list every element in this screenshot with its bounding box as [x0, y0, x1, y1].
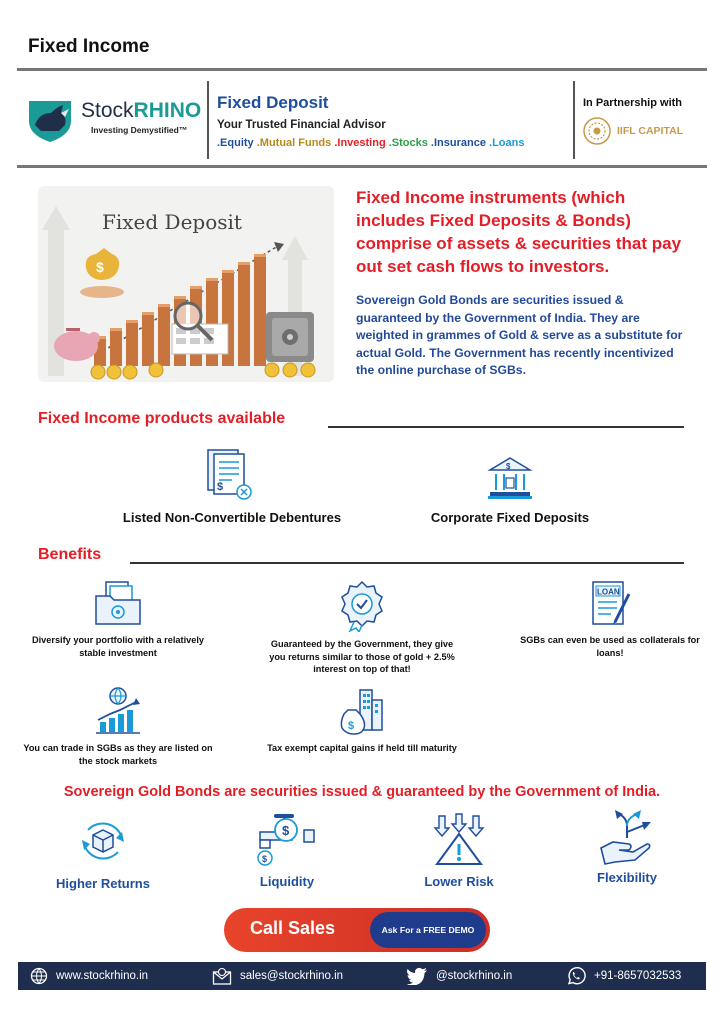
header-title: Fixed Deposit: [217, 93, 329, 112]
product-label: Listed Non-Convertible Debentures: [122, 510, 342, 525]
section-divider: [328, 426, 684, 428]
stockrhino-logo[interactable]: [25, 91, 205, 149]
document-icon: [202, 448, 262, 504]
service-links: [217, 137, 524, 149]
feature-higher-returns: [38, 816, 168, 891]
email-icon: [212, 967, 232, 985]
benefit-text: Tax exempt capital gains if held till maturity: [267, 743, 457, 753]
benefit-tax-exempt: [262, 686, 462, 755]
loan-icon: [585, 580, 635, 628]
feature-label: Liquidity: [259, 874, 315, 889]
sgb-banner: Sovereign Gold Bonds are securities issued & guaranteed by the Government of India.: [63, 784, 661, 800]
email-text: sales@stockrhino.in: [240, 970, 344, 982]
svg-text:$: $: [506, 462, 511, 471]
benefits-heading: Benefits: [38, 546, 102, 563]
link-investing[interactable]: .Investing: [331, 137, 386, 149]
link-stocks[interactable]: .Stocks: [385, 137, 428, 149]
benefit-text: SGBs can even be used as collaterals for loans!: [520, 635, 700, 658]
benefit-diversify: [18, 580, 218, 659]
badge-icon: [336, 580, 388, 632]
benefit-text: Guaranteed by the Government, they give you returns similar to those of gold + 2.5% interest on top of that!: [269, 639, 455, 674]
benefit-text: You can trade in SGBs as they are listed on the stock markets: [23, 743, 213, 766]
risk-icon: [431, 812, 487, 868]
feature-label: Flexibility: [597, 870, 657, 885]
footer-email[interactable]: [212, 962, 343, 990]
brand-name: StockRHINO: [81, 99, 202, 122]
footer-twitter[interactable]: [406, 962, 512, 990]
svg-text:$: $: [217, 481, 224, 493]
header-subtitle: Your Trusted Financial Advisor: [217, 119, 386, 131]
partner-name: IIFL CAPITAL: [617, 125, 684, 137]
product-ncd[interactable]: [98, 448, 366, 525]
svg-text:$: $: [282, 823, 290, 838]
feature-lower-risk: [394, 812, 524, 889]
brand-tagline: Investing Demystified™: [91, 125, 188, 135]
free-demo-button[interactable]: Ask For a FREE DEMO: [370, 912, 486, 948]
benefit-trade: [18, 686, 218, 767]
footer-website[interactable]: [30, 962, 148, 990]
contact-footer: [18, 962, 706, 990]
svg-text:LOAN: LOAN: [597, 587, 620, 597]
products-heading: Fixed Income products available: [38, 410, 286, 427]
link-mutual-funds[interactable]: .Mutual Funds: [253, 137, 332, 149]
intro-heading: Fixed Income instruments (which includes Fixed Deposits & Bonds) comprise of assets & securities that pay out set cash flows to investors.: [356, 188, 682, 276]
rhino-shield-icon: [25, 95, 75, 143]
website-text: www.stockrhino.in: [56, 970, 149, 982]
header-divider: [573, 81, 575, 159]
tap-icon: [256, 812, 318, 868]
folder-icon: [92, 580, 144, 628]
feature-label: Lower Risk: [424, 874, 494, 889]
page-title: Fixed Income: [28, 36, 150, 57]
globe-icon: [30, 967, 48, 985]
returns-icon: [78, 816, 128, 866]
call-sales-label: Call Sales: [250, 918, 336, 938]
iifl-emblem-icon: [583, 117, 611, 145]
intro-body: Sovereign Gold Bonds are securities issued & guaranteed by the Government of India. They are weighted in grammes of Gold & serve as a substitute for actual Gold. The Government has recently incentivized the online purchase of SGBs.: [356, 293, 683, 377]
whatsapp-icon: [566, 966, 586, 986]
partner-label: In Partnership with: [583, 97, 683, 109]
benefit-collateral: [510, 580, 710, 659]
link-loans[interactable]: .Loans: [485, 137, 525, 149]
twitter-icon: [406, 967, 428, 985]
svg-text:$: $: [96, 259, 104, 275]
feature-liquidity: [222, 812, 352, 889]
svg-text:$: $: [348, 720, 355, 732]
svg-text:$: $: [262, 854, 268, 864]
feature-flexibility: [562, 808, 692, 885]
benefit-guaranteed: [262, 580, 462, 676]
link-equity[interactable]: .Equity: [217, 137, 254, 149]
footer-phone[interactable]: [566, 962, 681, 990]
benefit-text: Diversify your portfolio with a relatively stable investment: [31, 635, 205, 658]
call-sales-button[interactable]: [224, 908, 490, 952]
phone-text: +91-8657032533: [594, 970, 682, 982]
tax-icon: [336, 686, 388, 736]
bank-icon: [486, 456, 534, 502]
illustration-title: Fixed Deposit: [102, 210, 242, 234]
feature-label: Higher Returns: [56, 876, 150, 891]
product-label: Corporate Fixed Deposits: [430, 510, 590, 525]
header-divider: [207, 81, 209, 159]
twitter-text: @stockrhino.in: [436, 970, 513, 982]
product-corporate-fd[interactable]: [404, 456, 616, 525]
link-insurance[interactable]: .Insurance: [427, 137, 486, 149]
iifl-capital-logo[interactable]: [583, 117, 703, 145]
section-divider: [130, 562, 684, 564]
fixed-deposit-illustration: [38, 186, 334, 382]
header-band: [17, 68, 707, 168]
hand-arrows-icon: [597, 808, 657, 868]
market-icon: [92, 686, 144, 736]
